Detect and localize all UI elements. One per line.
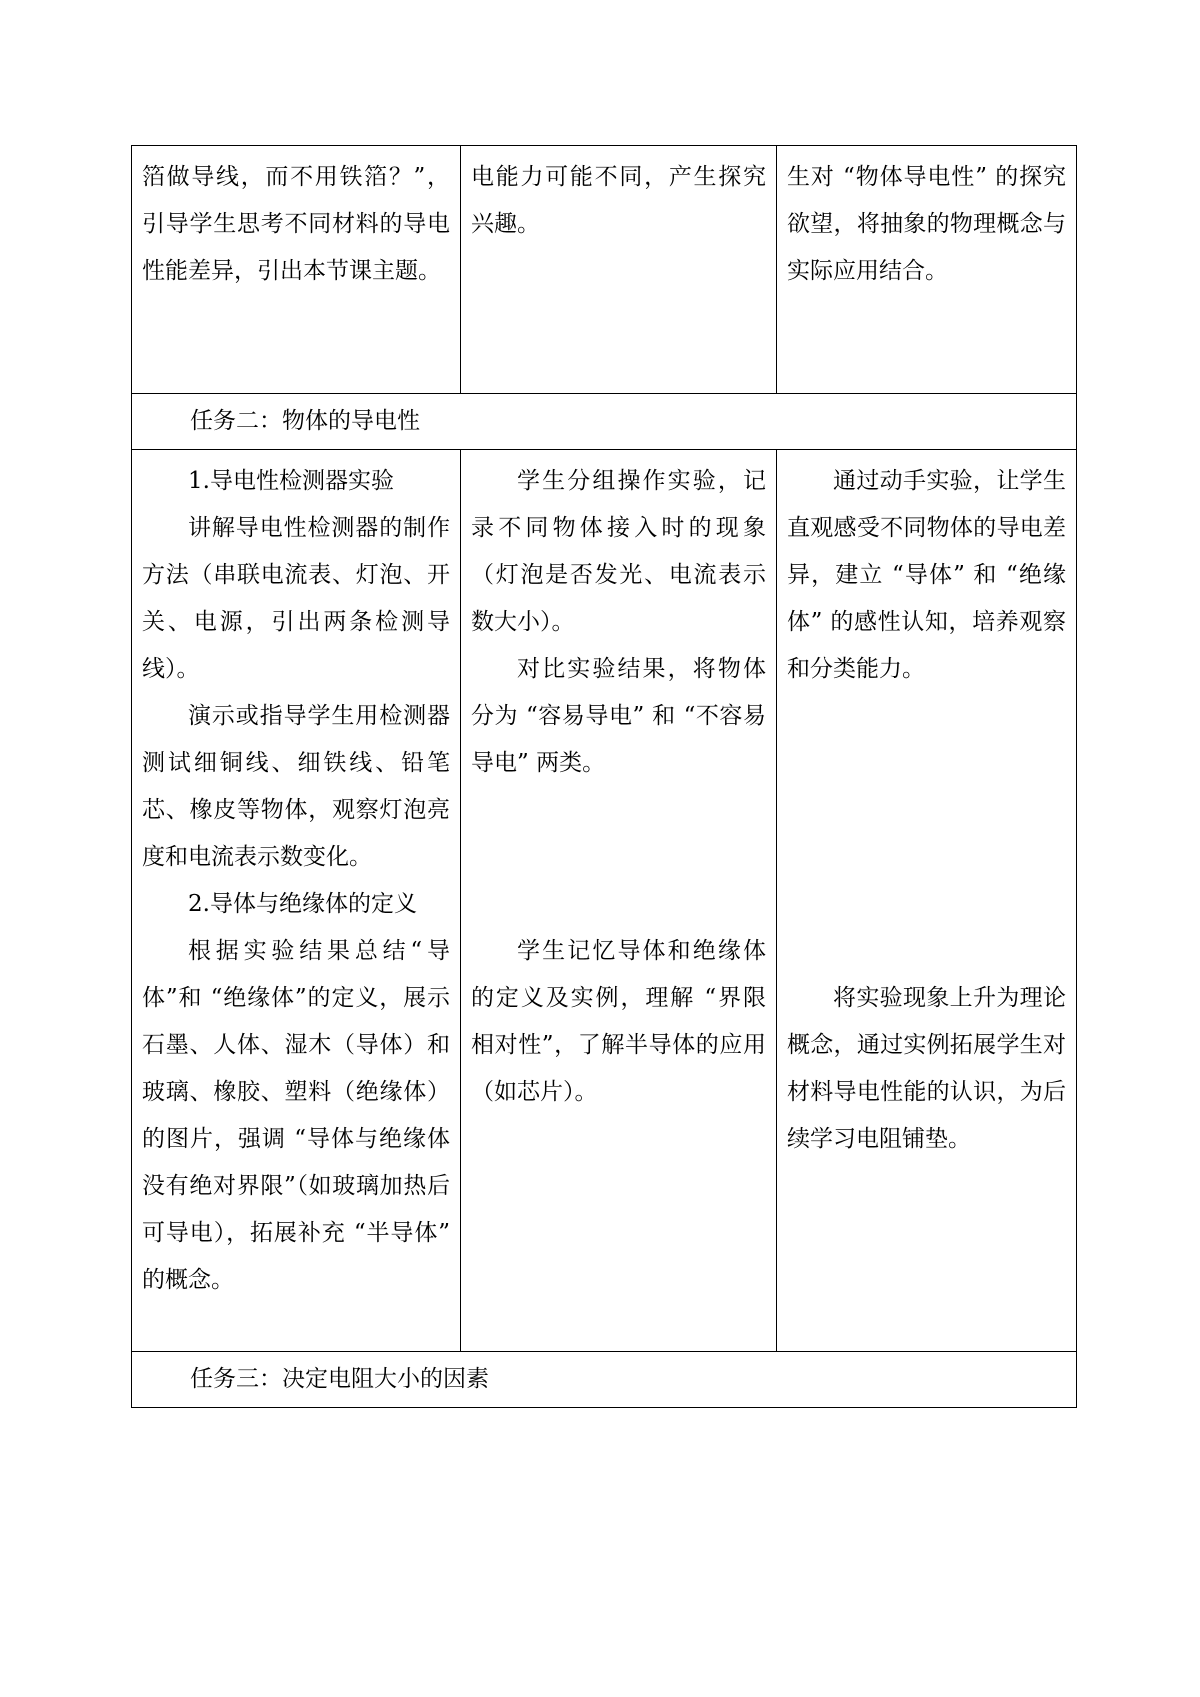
cell-text: 通过动手实验，让学生直观感受不同物体的导电差异，建立 “导体” 和 “绝缘体” 的感性认知，培养观察和分类能力。 — [787, 468, 1066, 682]
teacher-activity-cell — [132, 146, 461, 394]
cell-text: 学生记忆导体和绝缘体的定义及实例，理解 “界限相对性”，了解半导体的应用（如芯片）。 — [471, 938, 766, 1105]
task-heading-cell — [132, 1352, 1077, 1408]
section-heading: 2.导体与绝缘体的定义 — [188, 891, 417, 917]
lesson-plan-table — [131, 145, 1077, 1408]
cell-text: 根据实验结果总结“导体”和 “绝缘体”的定义，展示石墨、人体、湿木（导体）和玻璃、橡胶、塑料（绝缘体）的图片，强调 “导体与绝缘体没有绝对界限”（如玻璃加热后可导电），拓展补充 “半导体” 的概念。 — [142, 938, 450, 1293]
task-heading: 任务二：物体的导电性 — [190, 408, 420, 434]
table-row — [132, 394, 1077, 450]
cell-text: 生对 “物体导电性” 的探究欲望，将抽象的物理概念与实际应用结合。 — [787, 164, 1066, 284]
cell-text: 讲解导电性检测器的制作方法（串联电流表、灯泡、开关、电源，引出两条检测导线）。 — [142, 515, 450, 682]
cell-text: 电能力可能不同，产生探究兴趣。 — [471, 164, 766, 237]
cell-text: 对比实验结果，将物体分为 “容易导电” 和 “不容易导电” 两类。 — [471, 656, 766, 776]
student-activity-cell — [461, 146, 777, 394]
task-heading-cell — [132, 394, 1077, 450]
teacher-activity-cell — [132, 450, 461, 1352]
table-row — [132, 450, 1077, 1352]
table-row — [132, 1352, 1077, 1408]
cell-text: 演示或指导学生用检测器测试细铜线、细铁线、铅笔芯、橡皮等物体，观察灯泡亮度和电流表示数变化。 — [142, 703, 450, 870]
student-activity-cell — [461, 450, 777, 1352]
cell-text: 箔做导线，而不用铁箔？”，引导学生思考不同材料的导电性能差异，引出本节课主题。 — [142, 164, 450, 284]
cell-text: 学生分组操作实验，记录不同物体接入时的现象（灯泡是否发光、电流表示数大小）。 — [471, 468, 766, 635]
table-row — [132, 146, 1077, 394]
design-intent-cell — [777, 146, 1077, 394]
task-heading: 任务三：决定电阻大小的因素 — [190, 1366, 489, 1392]
design-intent-cell — [777, 450, 1077, 1352]
cell-text: 将实验现象上升为理论概念，通过实例拓展学生对材料导电性能的认识，为后续学习电阻铺垫。 — [787, 985, 1066, 1152]
section-heading: 1.导电性检测器实验 — [188, 468, 394, 494]
